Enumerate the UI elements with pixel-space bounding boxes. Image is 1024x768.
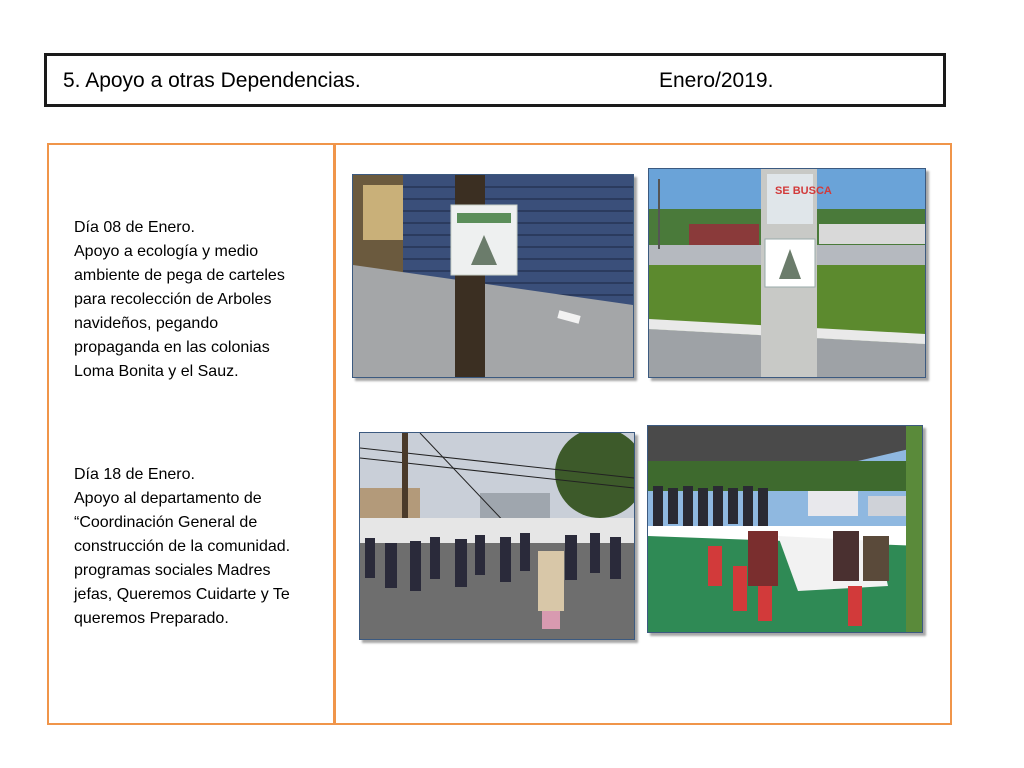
activity-line: Día 08 de Enero. (74, 219, 195, 236)
activity-jan-08 (74, 216, 324, 384)
activity-line: navideños, pegando (74, 315, 219, 332)
activity-line: “Coordinación General de (74, 514, 258, 531)
activity-line: ambiente de pega de carteles (74, 267, 285, 284)
activity-line: jefas, Queremos Cuidarte y Te (74, 586, 290, 603)
photo-poster-street (352, 174, 634, 378)
activity-line: construcción de la comunidad. (74, 538, 291, 555)
activity-line: queremos Preparado. (74, 610, 229, 627)
poster-header-text: SE BUSCA (775, 185, 832, 197)
activity-line: para recolección de Arboles (74, 291, 272, 308)
activity-jan-18 (74, 463, 324, 631)
activity-line: Día 18 de Enero. (74, 466, 195, 483)
photo-crowd-street (359, 432, 635, 640)
activity-line: programas sociales Madres (74, 562, 271, 579)
photo-tent-registration (647, 425, 923, 633)
activity-line: propaganda en las colonias (74, 339, 270, 356)
title-box (44, 53, 946, 107)
slide-title: 5. Apoyo a otras Dependencias. (63, 69, 361, 92)
activity-line: Loma Bonita y el Sauz. (74, 363, 239, 380)
activity-line: Apoyo a ecología y medio (74, 243, 259, 260)
photo-poster-park (648, 168, 926, 378)
slide-date: Enero/2019. (659, 69, 774, 92)
activity-line: Apoyo al departamento de (74, 490, 262, 507)
